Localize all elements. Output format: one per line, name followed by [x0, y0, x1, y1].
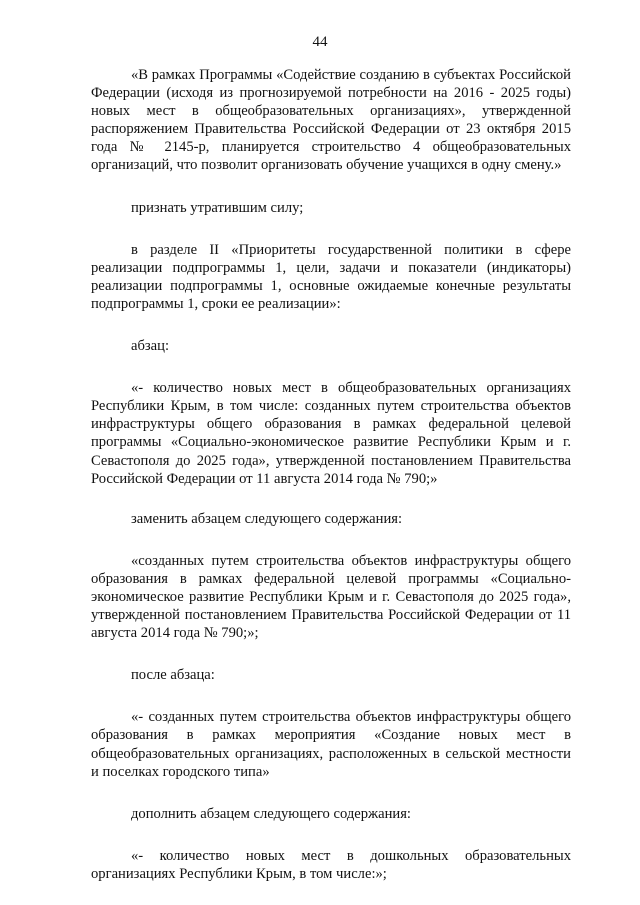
page-number: 44 — [312, 34, 328, 50]
paragraph-abzac: абзац: — [131, 338, 170, 355]
paragraph-declare-invalid: признать утратившим силу; — [131, 199, 304, 216]
paragraph-replace-with: заменить абзацем следующего содержания: — [131, 510, 403, 527]
paragraph-program-text: «В рамках Программы «Содействие созданию в субъектах Российской Федерации (исходя из прогнозируемой потребности на 2016 - 2025 годы) новых мест в общеобразовательных организациях», утвержденной распоряжением Правительства Российской Федерации от 23 октября 2015 года № 2145-р, планируется строительство 4 общеобразовательных организаций, что позволит организовать обучение учащихся в одну смену.» — [91, 67, 571, 174]
document-body — [91, 66, 571, 883]
paragraph-quoted-count: «- количество новых мест в общеобразовательных организациях Республики Крым, в том числе: созданных путем строительства объектов инфраструктуры общего образования в рамках федеральной целевой программы «Социально-экономическое развитие Республики Крым и г. Севастополя до 2025 года», утвержденной постановлением Правительства Российской Федерации от 11 августа 2014 года № 790;» — [91, 380, 571, 487]
paragraph-quoted-preschool: «- количество новых мест в дошкольных образовательных организациях Республики Крым, в том числе:»; — [91, 847, 571, 882]
paragraph-supplement-with: дополнить абзацем следующего содержания: — [131, 805, 411, 822]
paragraph-section-ii: в разделе II «Приоритеты государственной политики в сфере реализации подпрограммы 1, цели, задачи и показатели (индикаторы) реализации подпрограммы 1, основные ожидаемые конечные результаты подпрограммы 1, сроки ее реализации»: — [91, 241, 571, 312]
paragraph-replacement-text: «созданных путем строительства объектов инфраструктуры общего образования в рамках федеральной целевой программы «Социально-экономическое развитие Республики Крым и г. Севастополя до 2025 года», утвержденной постановлением Правительства Российской Федерации от 11 августа 2014 года № 790;»; — [91, 552, 571, 642]
paragraph-after-abzac: после абзаца: — [131, 667, 215, 684]
paragraph-quoted-created: «- созданных путем строительства объектов инфраструктуры общего образования в рамках мероприятия «Создание новых мест в общеобразовательных организациях, расположенных в сельской местности и поселках городского типа» — [91, 709, 571, 780]
